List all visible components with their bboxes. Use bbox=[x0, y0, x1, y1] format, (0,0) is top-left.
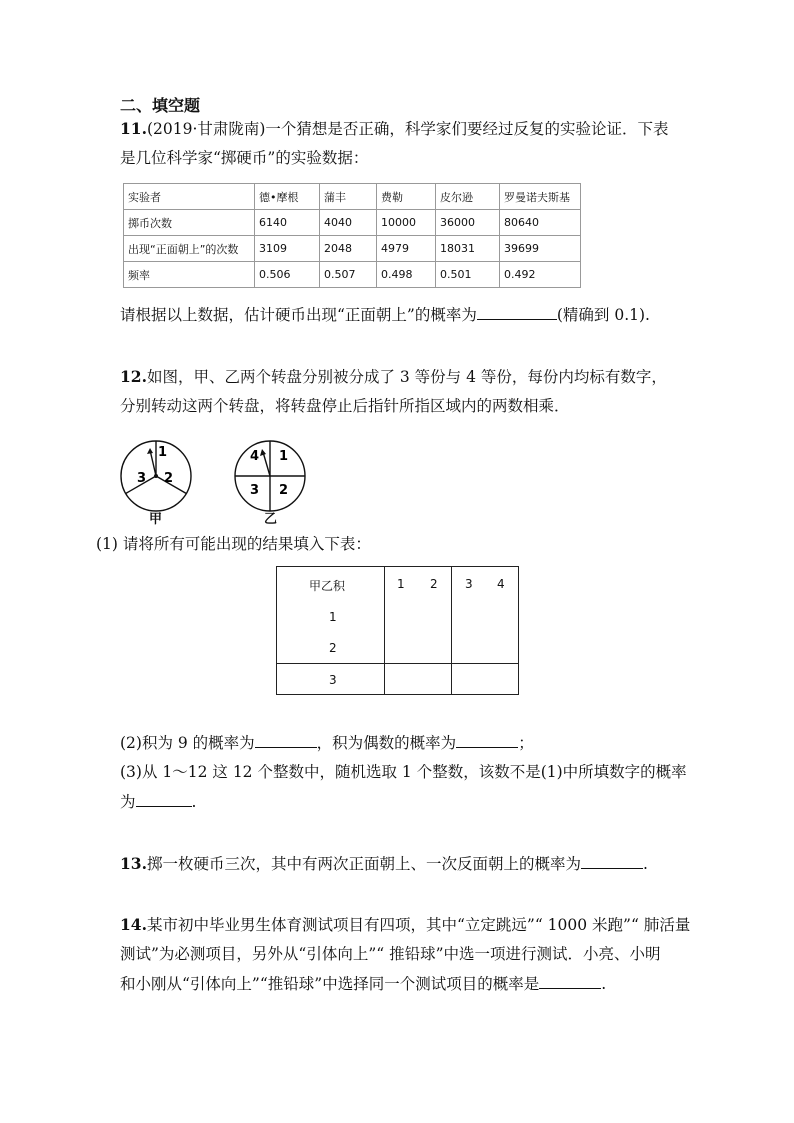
q11-answer-tail: (精确到 0.1). bbox=[556, 306, 650, 324]
table-cell: 4040 bbox=[320, 210, 377, 236]
table-cell: 0.507 bbox=[320, 262, 377, 288]
q11-answer-line bbox=[120, 303, 650, 326]
q12-part2-prompt-b: ，积为偶数的概率为 bbox=[316, 734, 457, 752]
spinner-b-number: 3 bbox=[250, 483, 260, 498]
q12-prob9-blank[interactable] bbox=[255, 731, 317, 748]
table-row bbox=[124, 262, 581, 288]
q12-line2: 分别转动这两个转盘，将转盘停止后指针所指区域内的两数相乘． bbox=[120, 397, 570, 415]
spinner-a-label: 甲 bbox=[149, 512, 163, 527]
table-row bbox=[124, 236, 581, 262]
table-cell: 0.498 bbox=[377, 262, 436, 288]
q14-answer-blank[interactable] bbox=[539, 972, 601, 989]
q12-part3-line2 bbox=[120, 790, 196, 813]
q14-text-3: 和小刚从“引体向上”“推铅球”中选择同一个测试项目的概率是 bbox=[120, 975, 540, 993]
q12-part1: (1) 请将所有可能出现的结果填入下表： bbox=[96, 535, 371, 553]
table-cell: 10000 bbox=[377, 210, 436, 236]
results-row-header: 1 bbox=[329, 610, 337, 624]
q14-line1 bbox=[120, 914, 690, 936]
results-row-header: 3 bbox=[329, 673, 337, 687]
q11-line2: 是几位科学家“掷硬币”的实验数据： bbox=[120, 149, 369, 167]
q13-end: . bbox=[642, 855, 648, 873]
table-header-cell: 实验者 bbox=[124, 184, 255, 210]
spinner-a-pointer bbox=[150, 450, 156, 476]
q14-line3 bbox=[120, 972, 606, 995]
spinner-b-label: 乙 bbox=[264, 512, 278, 527]
table-cell: 39699 bbox=[500, 236, 581, 262]
table-cell: 掷币次数 bbox=[124, 210, 255, 236]
spinner-b-number: 2 bbox=[279, 483, 289, 498]
table-cell: 80640 bbox=[500, 210, 581, 236]
q14-text-1: 某市初中毕业男生体育测试项目有四项，其中“立定跳远”“ 1000 米跑”“ 肺活量 bbox=[146, 916, 691, 934]
q11-text-1: (2019·甘肃陇南)一个猜想是否正确，科学家们要经过反复的实验论证．下表 bbox=[146, 120, 669, 138]
coin-experiment-table bbox=[123, 183, 581, 288]
table-row bbox=[124, 184, 581, 210]
spinner-b bbox=[232, 438, 308, 514]
table-header-cell: 罗曼诺夫斯基 bbox=[500, 184, 581, 210]
table-cell: 0.492 bbox=[500, 262, 581, 288]
spinner-b-number: 4 bbox=[250, 449, 260, 464]
table-cell: 4979 bbox=[377, 236, 436, 262]
q14-end: . bbox=[601, 975, 607, 993]
spinner-a bbox=[118, 438, 194, 514]
q14-number: 14. bbox=[120, 915, 147, 934]
q12-part3-prompt: 为 bbox=[120, 793, 136, 811]
q11-answer-blank[interactable] bbox=[477, 303, 557, 320]
q13-answer-blank[interactable] bbox=[581, 852, 643, 869]
table-row bbox=[124, 210, 581, 236]
results-col-header: 3 bbox=[465, 577, 473, 591]
section-title: 二、填空题 bbox=[120, 96, 201, 115]
q12-part2 bbox=[120, 731, 534, 754]
results-row-header: 2 bbox=[329, 641, 337, 655]
q12-number: 12. bbox=[120, 367, 147, 386]
results-corner: 甲乙积 bbox=[309, 579, 346, 593]
table-cell: 出现“正面朝上”的次数 bbox=[124, 236, 255, 262]
table-cell: 频率 bbox=[124, 262, 255, 288]
table-cell: 6140 bbox=[255, 210, 320, 236]
q12-part2-prompt-a: (2)积为 9 的概率为 bbox=[120, 734, 255, 752]
q12-part3-blank[interactable] bbox=[136, 790, 192, 807]
table-cell: 36000 bbox=[436, 210, 500, 236]
q14-line2: 测试”为必测项目，另外从“引体向上”“ 推铅球”中选一项进行测试．小亮、小明 bbox=[120, 945, 661, 963]
q12-even-blank[interactable] bbox=[456, 731, 518, 748]
spinner-a-number: 3 bbox=[137, 471, 147, 486]
results-col-header: 4 bbox=[497, 577, 505, 591]
q12-part3-line1: (3)从 1～12 这 12 个整数中，随机选取 1 个整数，该数不是(1)中所填数字的概率 bbox=[120, 763, 687, 781]
q11-number: 11. bbox=[120, 119, 147, 138]
table-cell: 0.506 bbox=[255, 262, 320, 288]
table-header-cell: 蒲丰 bbox=[320, 184, 377, 210]
table-cell: 3109 bbox=[255, 236, 320, 262]
q12-part3-end: . bbox=[191, 793, 197, 811]
q12-part2-end: ； bbox=[518, 734, 534, 752]
table-header-cell: 皮尔逊 bbox=[436, 184, 500, 210]
q12-text-1: 如图，甲、乙两个转盘分别被分成了 3 等份与 4 等份，每份内均标有数字， bbox=[146, 368, 667, 386]
q12-line1 bbox=[120, 366, 667, 388]
table-header-cell: 德•摩根 bbox=[255, 184, 320, 210]
results-col-header: 1 bbox=[397, 577, 405, 591]
spinner-b-number: 1 bbox=[279, 449, 289, 464]
table-cell: 0.501 bbox=[436, 262, 500, 288]
spinner-a-number: 2 bbox=[164, 471, 174, 486]
results-table bbox=[276, 566, 519, 695]
results-col-header: 2 bbox=[430, 577, 438, 591]
q13-text: 掷一枚硬币三次，其中有两次正面朝上、一次反面朝上的概率为 bbox=[146, 855, 581, 873]
spinner-a-number: 1 bbox=[158, 445, 168, 460]
q13-number: 13. bbox=[120, 854, 147, 873]
table-cell: 2048 bbox=[320, 236, 377, 262]
spinner-b-pointer bbox=[263, 452, 270, 476]
q11-line1 bbox=[120, 118, 668, 140]
table-cell: 18031 bbox=[436, 236, 500, 262]
table-header-cell: 费勒 bbox=[377, 184, 436, 210]
q13-line bbox=[120, 852, 648, 875]
q11-answer-prompt: 请根据以上数据，估计硬币出现“正面朝上”的概率为 bbox=[120, 306, 477, 324]
